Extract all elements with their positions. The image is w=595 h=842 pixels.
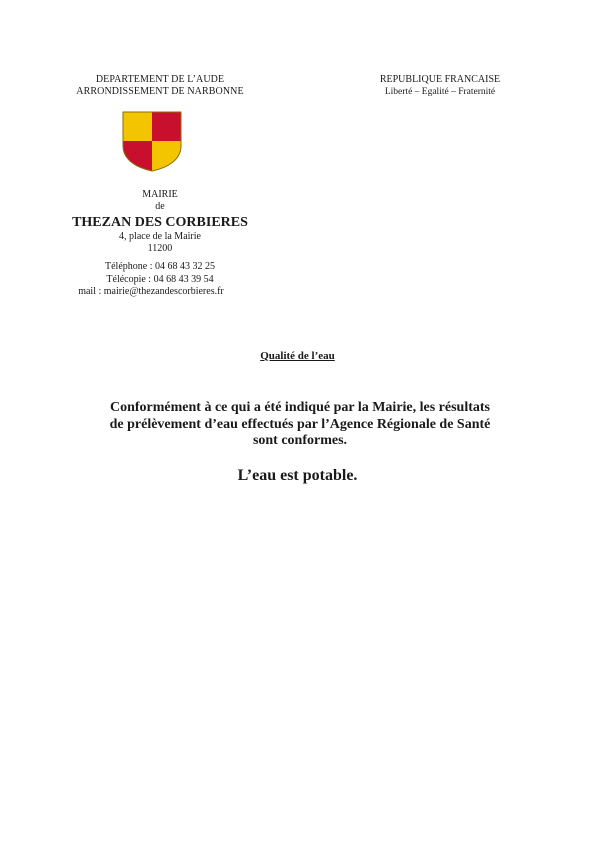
town-name: THEZAN DES CORBIERES — [72, 215, 248, 230]
mairie-block — [60, 189, 260, 255]
body-line-1: Conformément à ce qui a été indiqué par la Mairie, les résultats — [109, 400, 491, 415]
contact-block — [60, 261, 260, 299]
telephone: Téléphone : 04 68 43 32 25 — [105, 261, 215, 272]
department-header — [60, 74, 260, 98]
email: mail : mairie@thezandescorbieres.fr — [78, 286, 224, 297]
document-title: Qualité de l’eau — [260, 350, 335, 362]
document-body — [60, 400, 540, 450]
republic-header — [350, 74, 530, 98]
republic-name: REPUBLIQUE FRANCAISE — [379, 74, 501, 85]
mairie-label: MAIRIE — [142, 189, 178, 200]
body-line-2: de prélèvement d’eau effectués par l’Agence Régionale de Santé — [109, 416, 491, 432]
fax: Télécopie : 04 68 43 39 54 — [106, 273, 214, 285]
mairie-address: 4, place de la Mairie — [119, 231, 201, 242]
mairie-postcode: 11200 — [147, 243, 173, 254]
coat-of-arms-icon — [121, 110, 183, 172]
potable-statement: L’eau est potable. — [237, 467, 358, 484]
body-line-3: sont conformes. — [252, 433, 348, 448]
arrondissement-name: ARRONDISSEMENT DE NARBONNE — [76, 86, 244, 97]
mairie-de: de — [155, 201, 165, 212]
department-name: DEPARTEMENT DE L’AUDE — [95, 74, 225, 85]
republic-motto: Liberté – Egalité – Fraternité — [384, 87, 496, 97]
